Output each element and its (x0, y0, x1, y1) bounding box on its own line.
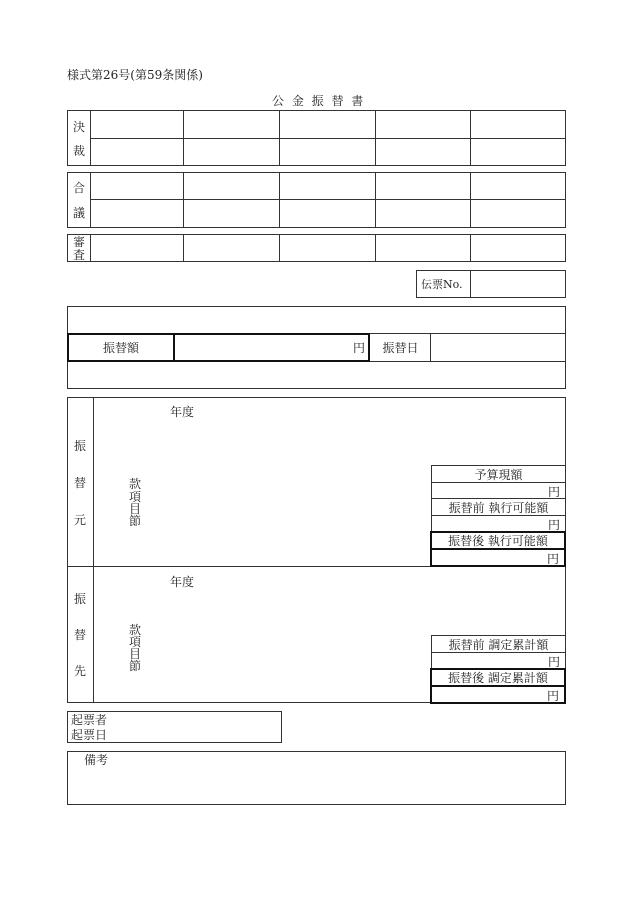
source-char-3: 元 (74, 513, 87, 527)
before-cumulative-yen: 円 (547, 655, 560, 669)
gougi-char-2: 議 (73, 206, 86, 220)
slip-no-field[interactable] (470, 270, 566, 298)
source-item-setsu: 節 (129, 514, 142, 528)
remarks-label: 備考 (84, 753, 109, 767)
dest-char-2: 替 (74, 628, 87, 642)
budget-current-label: 予算現額 (431, 465, 566, 483)
budget-current-yen: 円 (547, 485, 560, 499)
source-item-kou: 項 (129, 490, 142, 504)
dest-char-3: 先 (74, 664, 87, 678)
transfer-amount-field[interactable] (173, 333, 370, 362)
drafter-field[interactable] (110, 712, 280, 726)
source-fiscal-year: 年度 (170, 405, 195, 419)
transfer-date-label: 振替日 (382, 341, 419, 355)
after-cumulative-field[interactable] (430, 685, 566, 704)
before-available-field[interactable] (431, 515, 566, 532)
kessai-char-1: 決 (73, 120, 86, 134)
dest-item-kan: 款 (129, 623, 142, 637)
after-cumulative-label: 振替後 調定累計額 (430, 668, 566, 687)
dest-item-setsu: 節 (129, 659, 142, 673)
drafter-label: 起票者 (71, 713, 108, 727)
shinsa-char-1: 審 (73, 235, 86, 249)
kessai-cell-1a[interactable] (91, 111, 183, 138)
transfer-date-field[interactable] (431, 334, 565, 361)
slip-no-label: 伝票No. (416, 270, 471, 298)
gougi-char-1: 合 (73, 181, 86, 195)
dest-item-kou: 項 (129, 635, 142, 649)
source-item-kan: 款 (129, 477, 142, 491)
source-char-2: 替 (74, 476, 87, 490)
transfer-amount-yen: 円 (353, 341, 366, 355)
after-cumulative-yen: 円 (546, 689, 559, 703)
remarks-field[interactable] (67, 751, 566, 805)
dest-item-moku: 目 (129, 647, 142, 661)
after-available-label: 振替後 執行可能額 (430, 531, 566, 550)
transfer-amount-label: 振替額 (67, 333, 175, 362)
form-number: 様式第26号(第59条関係) (67, 68, 203, 82)
form-title: 公 金 振 替 書 (272, 94, 366, 108)
dest-char-1: 振 (74, 592, 87, 606)
before-available-label: 振替前 執行可能額 (431, 498, 566, 516)
shinsa-char-2: 査 (73, 248, 86, 262)
after-available-yen: 円 (546, 552, 559, 566)
budget-current-field[interactable] (431, 482, 566, 499)
kessai-char-2: 裁 (73, 144, 86, 158)
draft-date-field[interactable] (110, 727, 280, 741)
source-item-moku: 目 (129, 502, 142, 516)
source-char-1: 振 (74, 439, 87, 453)
before-cumulative-label: 振替前 調定累計額 (431, 635, 566, 653)
dest-fiscal-year: 年度 (170, 575, 195, 589)
before-available-yen: 円 (547, 518, 560, 532)
before-cumulative-field[interactable] (431, 652, 566, 669)
draft-date-label: 起票日 (71, 728, 108, 742)
after-available-field[interactable] (430, 548, 566, 567)
